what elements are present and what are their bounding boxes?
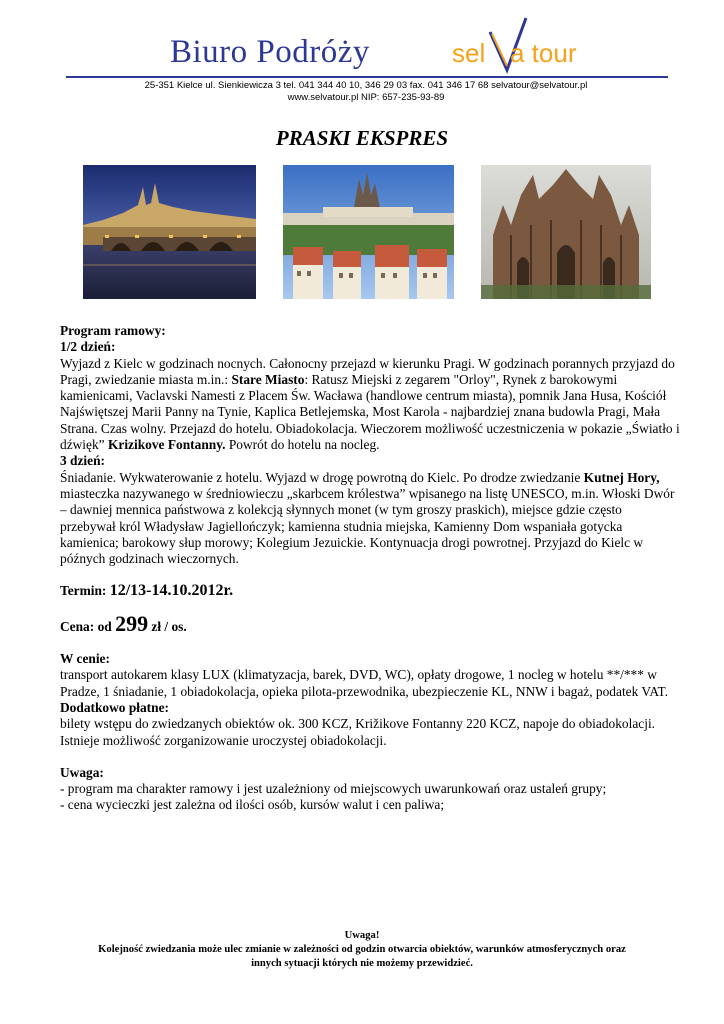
contact-web: www.selvatour.pl NIP: 657-235-93-89: [287, 92, 445, 103]
price-line: [60, 610, 680, 636]
letterhead: [60, 14, 672, 106]
price-label: Cena: od: [60, 618, 116, 634]
price-unit: zł / os.: [148, 618, 187, 634]
tour-title: PRASKI EKSPRES: [275, 126, 449, 150]
photo-prague-night: [83, 165, 256, 299]
footer-notice: [40, 929, 684, 971]
tour-program: [60, 323, 680, 814]
kutna-hora-label: Kutnej Hory,: [583, 469, 660, 485]
termin-label: Termin:: [60, 583, 110, 599]
contact-address: 25-351 Kielce ul. Sienkiewicza 3 tel. 041 344 40 10, 346 29 03 fax. 041 346 17 68 selvatour@selvatour.pl: [144, 80, 588, 91]
svg-text:sel: sel: [452, 38, 486, 68]
krizikove-label: Krizikove Fontanny.: [107, 437, 226, 453]
contact-info: [60, 80, 672, 104]
program-heading: Program ramowy:: [60, 323, 166, 338]
photo-kutna-hora: [481, 165, 651, 299]
day12-text-a: Wyjazd z Kielc w godzinach nocnych. Całonocny przejazd w kierunku Pragi. W godzinach porannych przyjazd do Pragi, zwiedzanie miasta m.in.:: [60, 355, 675, 387]
note-item: - cena wycieczki jest zależna od ilości osób, kursów walut i cen paliwa;: [60, 797, 445, 813]
day12-text-b: : Ratusz Miejski z zegarem "Orloy", Rynek z barokowymi kamienicami, Vaclavski Namesti z Placem Św. Wacława (handlowe centrum miasta), pomnik Jana Husa, Kościół Najświętszej Marii Panny na Tynie, Kaplica Betlejemska, Most Karola - najbardziej znana budowla Pragi, Mała Strana. Czas wolny. Przejazd do hotelu. Obiadokolacja. Wieczorem możliwość uczestniczenia w pokazie „Światło i dźwięk”: [60, 371, 680, 453]
day12-text-c: Powrót do hotelu na nocleg.: [225, 437, 380, 453]
selva-tour-logo: [452, 16, 592, 74]
price-amount: 299: [115, 610, 149, 636]
day12-description: [60, 356, 680, 454]
footer-heading: Uwaga!: [344, 930, 380, 941]
photo-prague-day: [283, 165, 454, 299]
extra-costs-text: bilety wstępu do zwiedzanych obiektów ok. 300 KCZ, Križikove Fontanny 220 KCZ, napoje do obiadokolacji.: [60, 716, 656, 732]
termin-line: [60, 583, 680, 599]
day3-heading: 3 dzień:: [60, 453, 106, 469]
extra-costs-heading: Dodatkowo płatne:: [60, 699, 169, 715]
day3-text-a: Śniadanie. Wykwaterowanie z hotelu. Wyjazd w drogę powrotną do Kielc. Po drodze zwiedzanie: [60, 469, 584, 485]
note-item: - program ma charakter ramowy i jest uzależniony od miejscowych uwarunkowań oraz ustaleń grupy;: [60, 781, 607, 797]
notes-heading: Uwaga:: [60, 764, 104, 780]
header-rule: [66, 76, 668, 78]
footer-line: Kolejność zwiedzania może ulec zmianie w zależności od godzin otwarcia obiektów, warunków atmosferycznych oraz: [98, 944, 626, 955]
svg-text:a tour: a tour: [510, 38, 577, 68]
day3-description: [60, 470, 680, 568]
stare-miasto-label: Stare Miasto: [231, 371, 305, 387]
day3-text-b: miasteczka nazywanego w średniowieczu „skarbcem królestwa” wpisanego na listę UNESCO, m.in. Włoski Dwór – dawniej mennica państwowa z kolekcją słynnych monet (w tym groszy praskich), miejsce gdzie często przebywał król Władysław Jagiellończyk; kamienna studnia miejska, Kamienny Dom wspaniała gotycka kamienica; barokowy słup morowy; Kolegium Jezuickie. Kontynuacja drogi powrotnej. Przyjazd do Kielc w późnych godzinach wieczornych.: [60, 485, 675, 567]
day12-heading: 1/2 dzień:: [60, 339, 116, 355]
extra-costs-note: Istnieje możliwość zorganizowanie uroczystej obiadokolacji.: [60, 732, 387, 748]
termin-value: 12/13-14.10.2012r.: [109, 582, 234, 600]
agency-name: Biuro Podróży: [170, 34, 370, 70]
included-heading: W cenie:: [60, 651, 110, 667]
footer-line: innych sytuacji których nie możemy przewidzieć.: [251, 958, 473, 969]
included-text: transport autokarem klasy LUX (klimatyzacja, barek, DVD, WC), opłaty drogowe, 1 nocleg w hotelu **/*** w Pradze, 1 śniadanie, 1 obiadokolacja, opieka pilota-przewodnika, ubezpieczenie KL, NNW i bagaż, podatek VAT.: [60, 667, 669, 699]
